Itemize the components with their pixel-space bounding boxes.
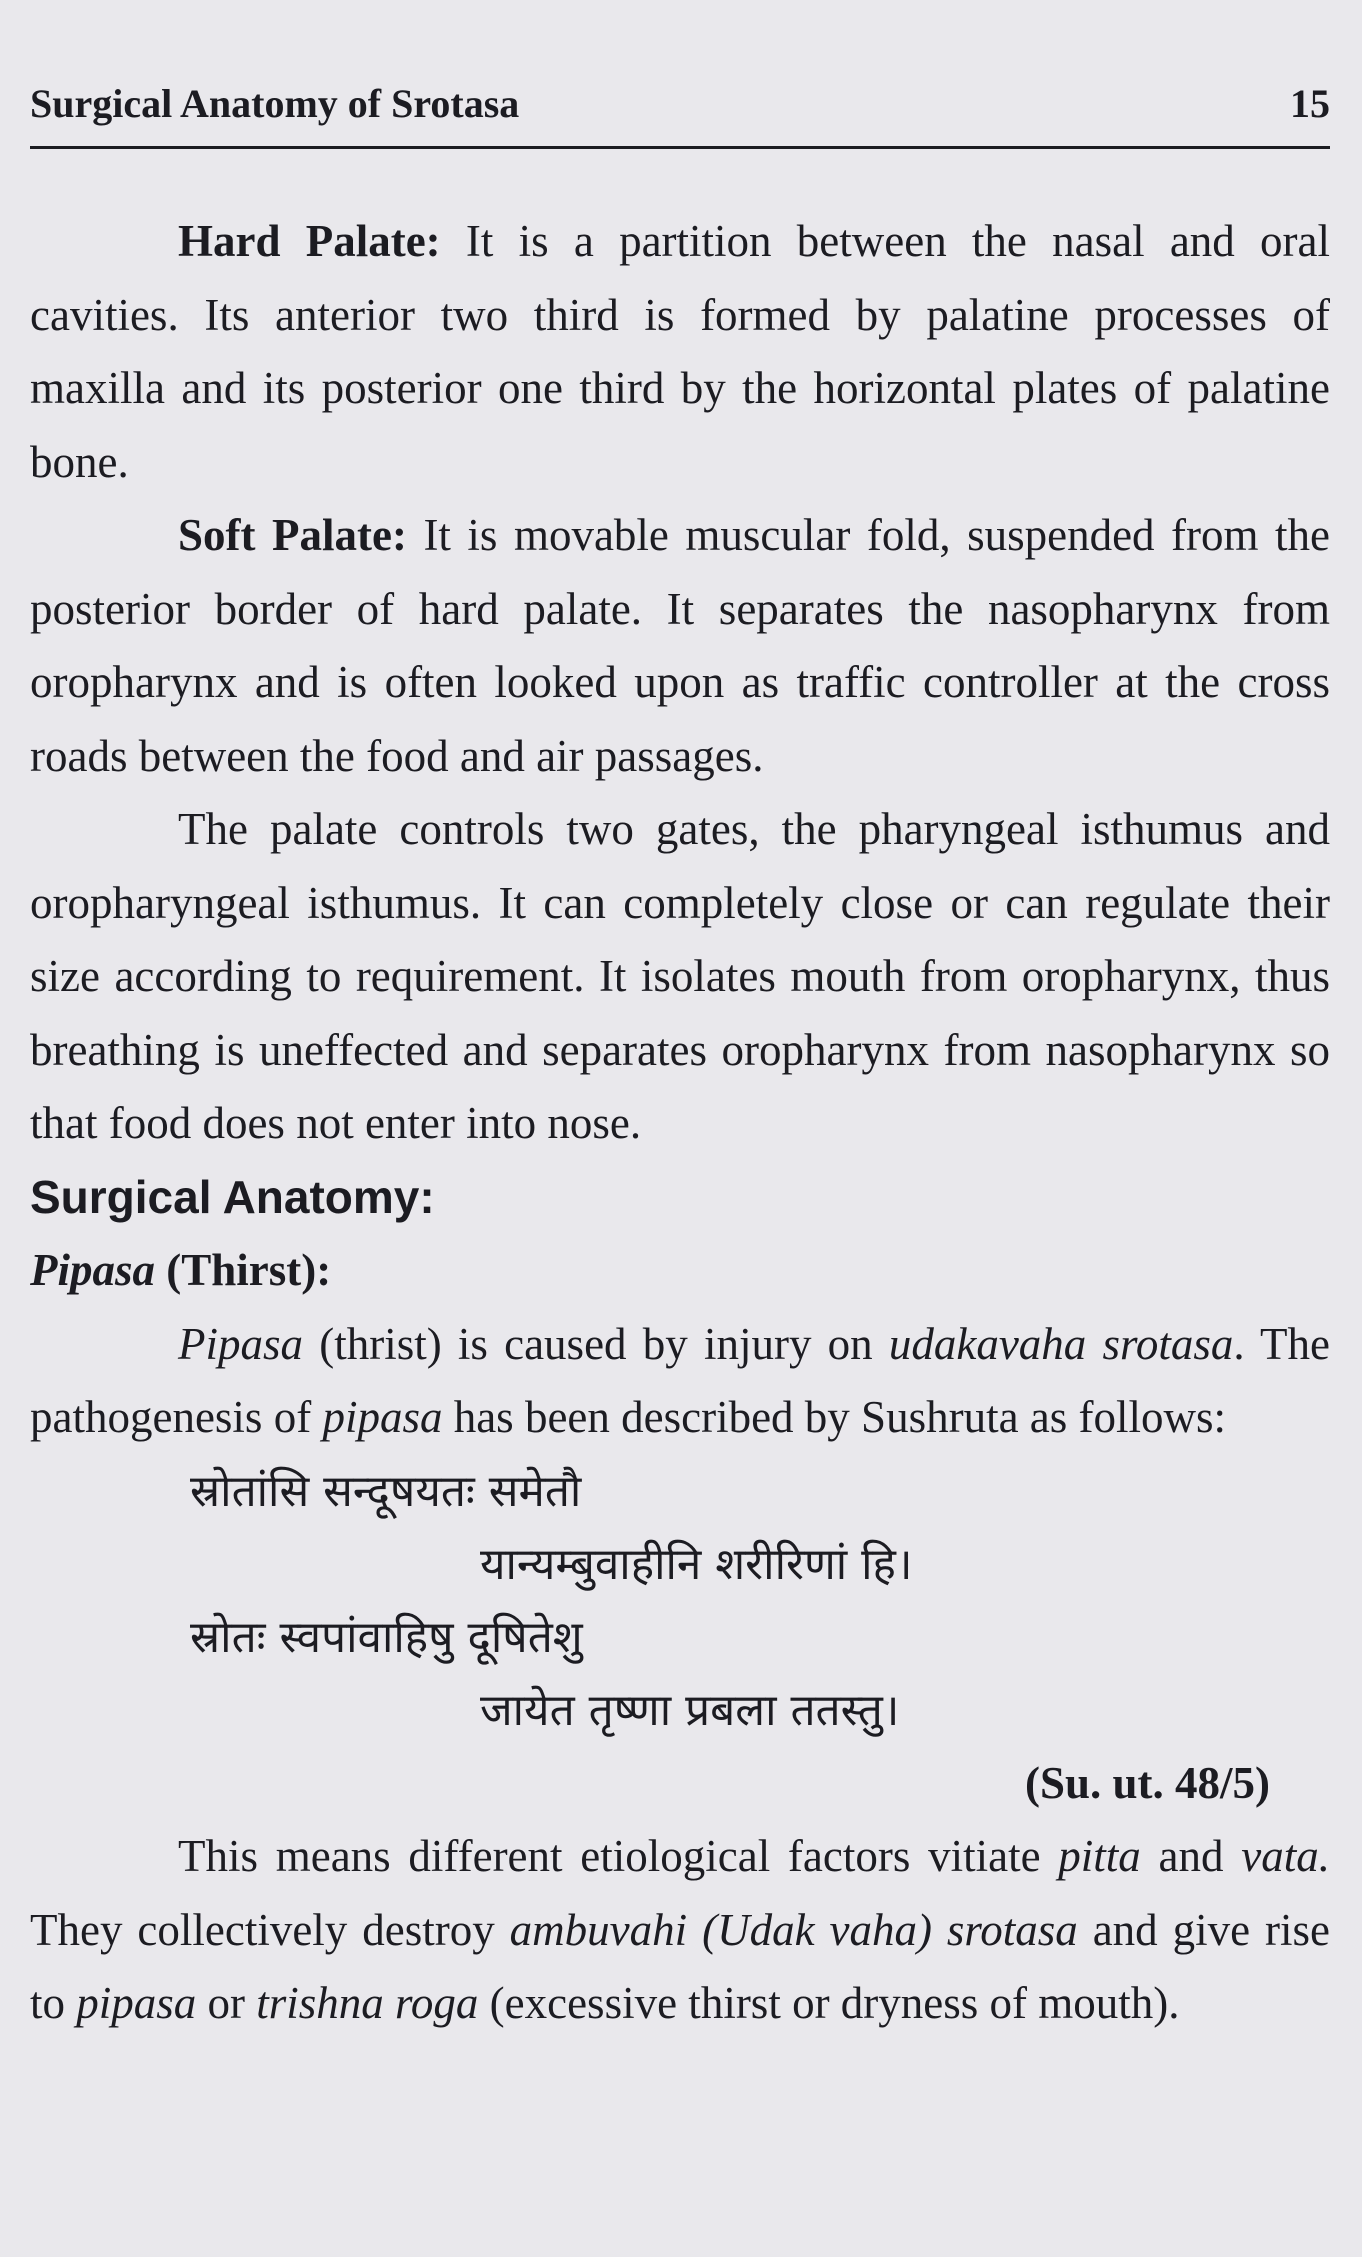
pipasa-term-3: pipasa [76, 1978, 197, 2028]
section-heading: Surgical Anatomy: [30, 1170, 435, 1223]
pipasa-text-3: has been described by Sushruta as follows: [442, 1392, 1227, 1442]
page-number: 15 [1290, 81, 1330, 126]
vata-term: vata. [1241, 1831, 1330, 1881]
verse-reference: (Su. ut. 48/5) [1024, 1757, 1270, 1808]
ambuvahi-term: ambuvahi (Udak vaha) srotasa [509, 1904, 1078, 1955]
closing-text-a: This means different etiological factors vitiate [178, 1831, 1059, 1881]
verse-line-3: स्रोतः स्वपांवाहिषु दूषितेशु [190, 1611, 583, 1663]
page-body [30, 205, 1330, 2041]
soft-palate-text: It is movable muscular fold, suspended from the posterior border of hard palate. It separates the nasopharynx from oropharynx and is often looked upon as traffic controller at the cross roads between the food and air passages. [30, 510, 1330, 781]
palate-gates-paragraph: The palate controls two gates, the pharyngeal isthumus and oropharyngeal isthumus. It can completely close or can regulate their size according to requirement. It isolates mouth from oropharynx, thus breathing is uneffected and separates oropharynx from nasopharynx so that food does not enter into nose. [30, 804, 1330, 1148]
pipasa-subheading [30, 1234, 1330, 1308]
verse-line-4: जायेत तृष्णा प्रबला ततस्तु। [480, 1684, 900, 1736]
closing-text-c: and [1140, 1831, 1242, 1881]
pipasa-subheading-rest: (Thirst): [155, 1245, 332, 1295]
closing-text-e: They collectively destroy [30, 1904, 510, 1955]
sanskrit-verse [30, 1455, 1330, 1747]
pipasa-term: Pipasa [178, 1318, 304, 1369]
running-header [30, 74, 1330, 149]
header-title: Surgical Anatomy of Srotasa [30, 81, 520, 126]
soft-palate-paragraph [30, 499, 1330, 793]
verse-line-1: स्रोतांसि सन्दूषयतः समेतौ [190, 1465, 582, 1517]
closing-text-k: (excessive thirst or dryness of mouth). [478, 1978, 1180, 2028]
hard-palate-text: It is a partition between the nasal and oral cavities. Its anterior two third is formed by palatine processes of maxilla and its posterior one third by the horizontal plates of palatine bone. [30, 216, 1331, 487]
closing-text-i: or [196, 1978, 257, 2028]
hard-palate-label: Hard Palate: [178, 216, 441, 266]
soft-palate-label: Soft Palate: [178, 510, 407, 560]
verse-line-2: यान्यम्बुवाहीनि शरीरिणां हि। [480, 1538, 913, 1590]
pipasa-paragraph [30, 1308, 1330, 1455]
closing-text-g: and give rise to [30, 1904, 1331, 2028]
closing-paragraph [30, 1820, 1330, 2041]
pitta-term: pitta [1058, 1831, 1141, 1881]
pipasa-term-2: pipasa [322, 1392, 443, 1442]
pipasa-text-2: . The pathogenesis of [30, 1318, 1330, 1442]
pipasa-subheading-italic: Pipasa [30, 1245, 156, 1295]
pipasa-text-1: (thrist) is caused by injury on [303, 1318, 889, 1369]
trishna-roga-term: trishna roga [256, 1978, 479, 2028]
hard-palate-paragraph [30, 205, 1330, 499]
udakavaha-term: udakavaha srotasa [888, 1318, 1234, 1369]
